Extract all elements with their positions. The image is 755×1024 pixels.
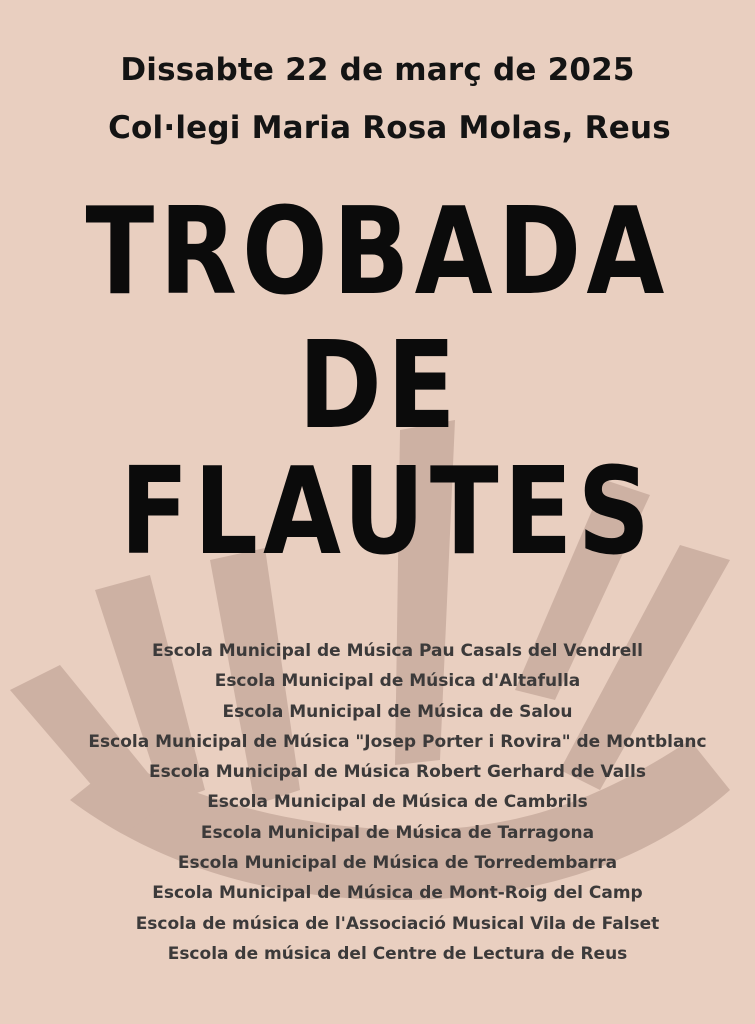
school-item: Escola Municipal de Música de Mont-Roig del Camp [152, 883, 643, 904]
school-item: Escola Municipal de Música de Torredembarra [177, 853, 618, 874]
participating-schools-list [0, 636, 755, 969]
title-line-trobada: TROBADA [85, 183, 670, 322]
school-item: Escola de música del Centre de Lectura de Reus [167, 943, 628, 964]
school-item: Escola Municipal de Música Robert Gerhard de Valls [149, 762, 646, 783]
school-item: Escola Municipal de Música Pau Casals del Vendrell [152, 641, 643, 661]
school-item: Escola Municipal de Música de Tarragona [200, 822, 595, 843]
school-item: Escola Municipal de Música de Salou [222, 701, 573, 722]
school-item: Escola Municipal de Música "Josep Porter i Rovira" de Montblanc [88, 731, 707, 752]
event-venue: Col·legi Maria Rosa Molas, Reus [108, 110, 671, 146]
school-item: Escola de música de l'Associació Musical Vila de Falset [135, 913, 660, 934]
title-line-flautes: FLAUTES [119, 443, 656, 582]
school-item: Escola Municipal de Música d'Altafulla [214, 671, 581, 692]
school-item: Escola Municipal de Música de Cambrils [207, 792, 588, 813]
event-date: Dissabte 22 de març de 2025 [120, 52, 635, 88]
title-line-de: DE [298, 317, 461, 456]
